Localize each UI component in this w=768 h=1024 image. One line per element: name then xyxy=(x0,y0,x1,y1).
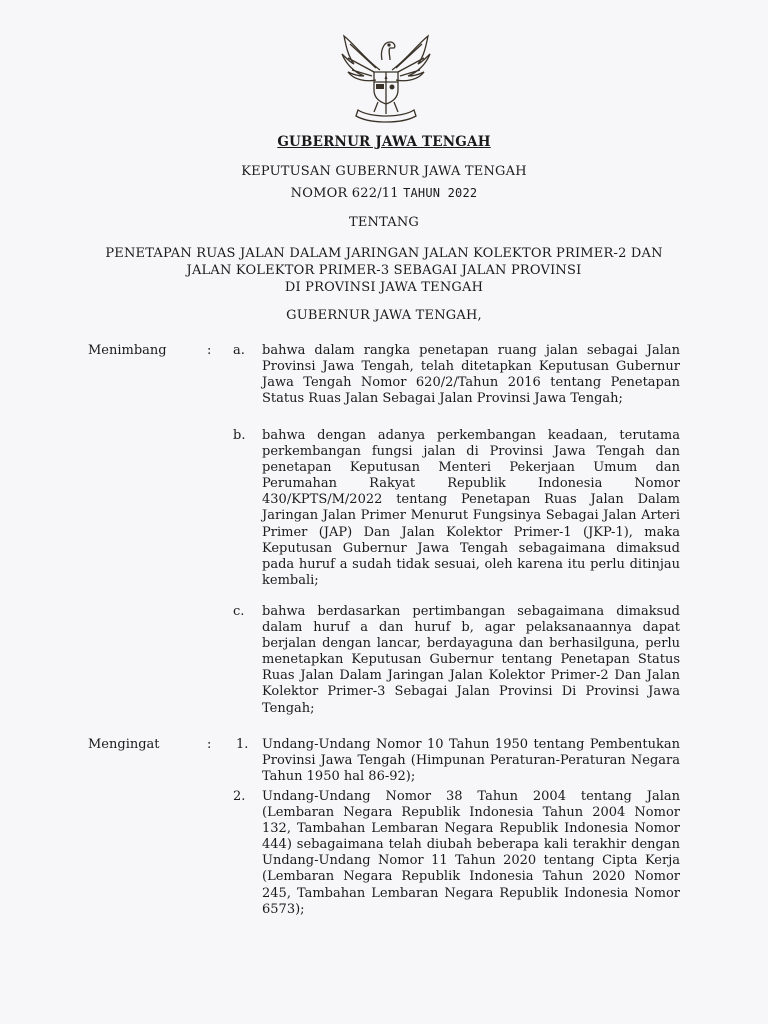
recalling-label: Mengingat xyxy=(88,737,160,752)
governor-title: GUBERNUR JAWA TENGAH xyxy=(277,134,491,150)
considering-item-a: bahwa dalam rangka penetapan ruang jalan sebagai Jalan Provinsi Jawa Tengah, telah ditetapkan Keputusan Gubernur Jawa Tengah Nomor 620/2/Tahun 2016 tentang Penetapan Status Ruas Jalan Sebagai Jalan Provinsi Jawa Tengah; xyxy=(262,343,680,407)
year-label: TAHUN 2022 xyxy=(403,186,478,200)
considering-colon: : xyxy=(207,343,212,358)
subject-line: PENETAPAN RUAS JALAN DALAM JARINGAN JALAN KOLEKTOR PRIMER-2 DAN xyxy=(105,246,663,261)
number-value: 622/11 xyxy=(351,186,399,201)
recalling-colon: : xyxy=(207,737,212,752)
decree-subject xyxy=(0,245,768,296)
garuda-emblem-icon xyxy=(336,30,436,124)
item-mark: 1. xyxy=(236,737,249,752)
governor-greeting: GUBERNUR JAWA TENGAH, xyxy=(286,308,482,323)
subject-line: JALAN KOLEKTOR PRIMER-3 SEBAGAI JALAN PROVINSI xyxy=(186,263,582,278)
decree-number xyxy=(0,186,768,201)
about-heading: TENTANG xyxy=(348,215,420,230)
item-mark: b. xyxy=(233,428,246,443)
item-mark: 2. xyxy=(233,789,246,804)
item-mark: a. xyxy=(233,343,245,358)
number-prefix: NOMOR xyxy=(290,186,348,201)
recalling-item-1: Undang-Undang Nomor 10 Tahun 1950 tentang Pembentukan Provinsi Jawa Tengah (Himpunan Peraturan-Peraturan Negara Tahun 1950 hal 86-92); xyxy=(262,737,680,785)
recalling-item-2: Undang-Undang Nomor 38 Tahun 2004 tentang Jalan (Lembaran Negara Republik Indonesia Tahun 2004 Nomor 132, Tambahan Lembaran Negara Republik Indonesia Nomor 444) sebagaimana telah diubah beberapa kali terakhir dengan Undang-Undang Nomor 11 Tahun 2020 tentang Cipta Kerja (Lembaran Negara Republik Indonesia Tahun 2020 Nomor 245, Tambahan Lembaran Negara Republik Indonesia Nomor 6573); xyxy=(262,789,680,917)
considering-item-c: bahwa berdasarkan pertimbangan sebagaimana dimaksud dalam huruf a dan huruf b, agar pelaksanaannya dapat berjalan dengan lancar, berdayaguna dan berhasilguna, perlu menetapkan Keputusan Gubernur tentang Penetapan Status Ruas Jalan Dalam Jaringan Jalan Kolektor Primer-2 Dan Jalan Kolektor Primer-3 Sebagai Jalan Provinsi Di Provinsi Jawa Tengah; xyxy=(262,604,680,716)
subject-line: DI PROVINSI JAWA TENGAH xyxy=(284,280,484,295)
considering-item-b: bahwa dengan adanya perkembangan keadaan, terutama perkembangan fungsi jalan di Provinsi Jawa Tengah dan penetapan Keputusan Menteri Pekerjaan Umum dan Perumahan Rakyat Republik Indonesia Nomor 430/KPTS/M/2022 tentang Penetapan Ruas Jalan Dalam Jaringan Jalan Primer Menurut Fungsinya Sebagai Jalan Arteri Primer (JAP) Dan Jalan Kolektor Primer-1 (JKP-1), maka Keputusan Gubernur Jawa Tengah sebagaimana dimaksud pada huruf a sudah tidak sesuai, oleh karena itu perlu ditinjau kembali; xyxy=(262,428,680,588)
item-mark: c. xyxy=(233,604,245,619)
decree-type: KEPUTUSAN GUBERNUR JAWA TENGAH xyxy=(241,164,527,179)
considering-label: Menimbang xyxy=(88,343,167,358)
